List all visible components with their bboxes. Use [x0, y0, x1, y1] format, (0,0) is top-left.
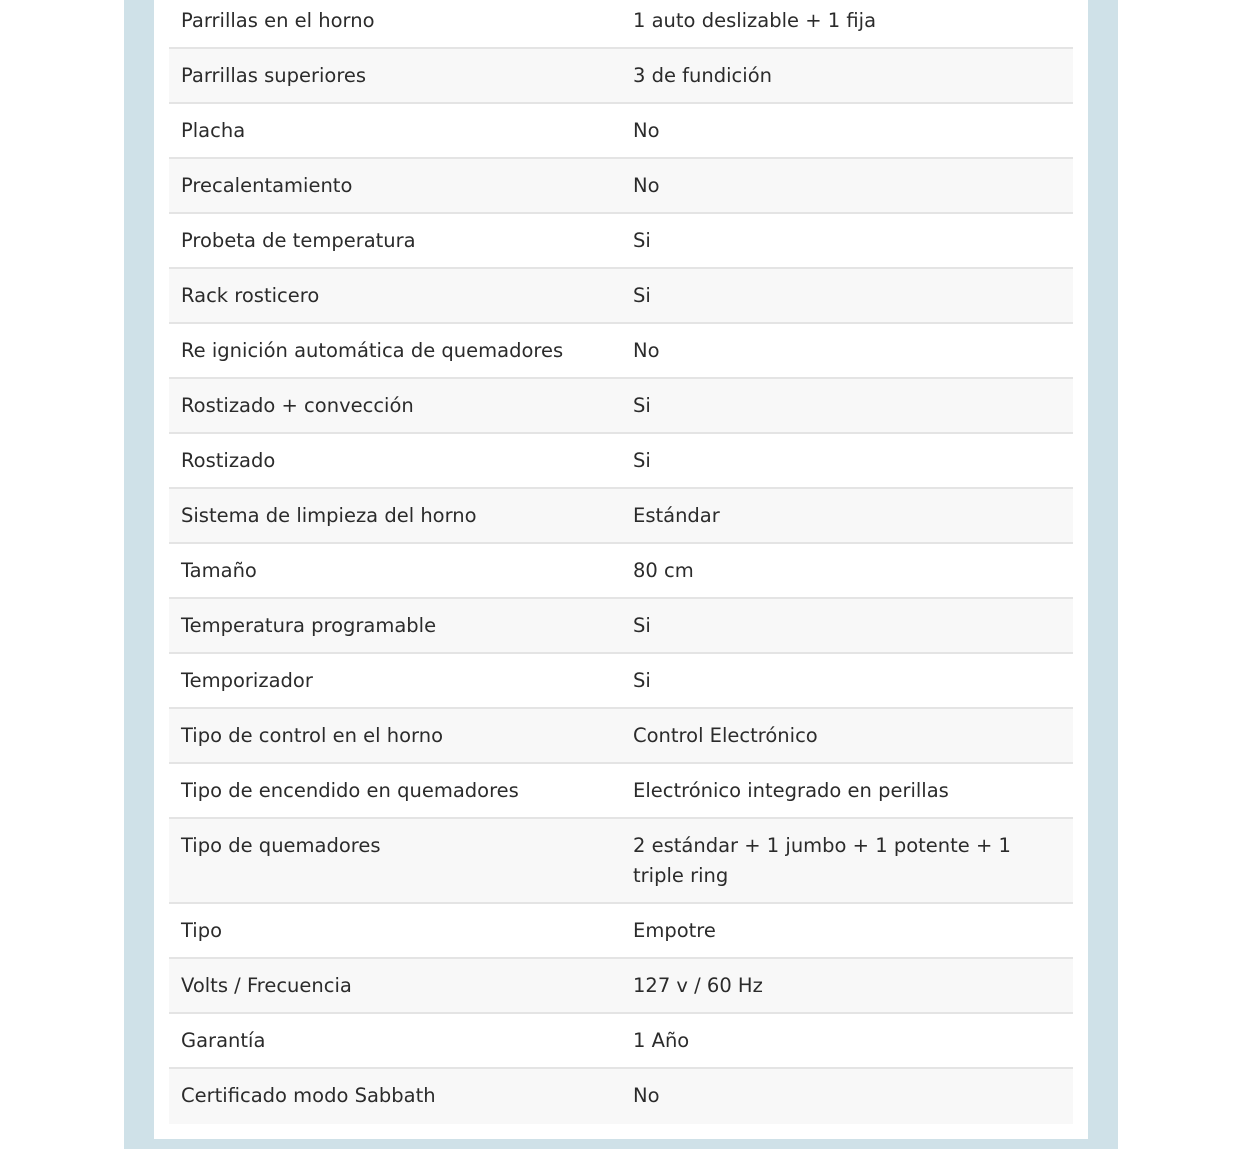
spec-value: Control Electrónico — [633, 724, 818, 747]
spec-value: Si — [633, 284, 651, 307]
specs-table — [169, 0, 1073, 1124]
spec-row — [169, 1069, 1073, 1124]
spec-row — [169, 434, 1073, 489]
spec-row — [169, 214, 1073, 269]
spec-value: 127 v / 60 Hz — [633, 974, 763, 997]
spec-label: Rack rosticero — [181, 284, 320, 307]
spec-label: Temporizador — [181, 669, 313, 692]
spec-label: Sistema de limpieza del horno — [181, 504, 477, 527]
spec-value: 1 auto deslizable + 1 fija — [633, 9, 877, 32]
spec-value: No — [633, 339, 660, 362]
spec-value: No — [633, 174, 660, 197]
spec-value: Si — [633, 229, 651, 252]
spec-label: Rostizado — [181, 449, 276, 472]
spec-row — [169, 1014, 1073, 1069]
spec-value: No — [633, 119, 660, 142]
spec-row — [169, 654, 1073, 709]
spec-label: Certificado modo Sabbath — [181, 1084, 436, 1107]
spec-label: Precalentamiento — [181, 174, 353, 197]
spec-value: Electrónico integrado en perillas — [633, 779, 949, 802]
spec-value: 1 Año — [633, 1029, 690, 1052]
spec-label: Tipo de quemadores — [181, 834, 381, 857]
spec-row — [169, 959, 1073, 1014]
spec-row — [169, 269, 1073, 324]
spec-row — [169, 489, 1073, 544]
spec-label: Re ignición automática de quemadores — [181, 339, 564, 362]
spec-value: 80 cm — [633, 559, 694, 582]
spec-label: Tipo de encendido en quemadores — [181, 779, 519, 802]
spec-value: Si — [633, 669, 651, 692]
spec-label: Placha — [181, 119, 246, 142]
spec-value: Estándar — [633, 504, 720, 527]
spec-label: Parrillas superiores — [181, 64, 367, 87]
spec-value: Empotre — [633, 919, 716, 942]
spec-label: Garantía — [181, 1029, 266, 1052]
page-frame — [124, 0, 1118, 1149]
spec-label: Volts / Frecuencia — [181, 974, 352, 997]
spec-value: Si — [633, 394, 651, 417]
spec-row — [169, 709, 1073, 764]
spec-label: Probeta de temperatura — [181, 229, 416, 252]
spec-row — [169, 104, 1073, 159]
spec-value: No — [633, 1084, 660, 1107]
specs-card — [154, 0, 1088, 1139]
spec-label: Temperatura programable — [181, 614, 437, 637]
spec-label: Tamaño — [181, 559, 257, 582]
spec-label: Tipo de control en el horno — [181, 724, 444, 747]
spec-row — [169, 159, 1073, 214]
spec-row — [169, 599, 1073, 654]
spec-row — [169, 764, 1073, 819]
spec-value: 3 de fundición — [633, 64, 772, 87]
spec-row — [169, 544, 1073, 599]
spec-row — [169, 49, 1073, 104]
spec-value: Si — [633, 614, 651, 637]
spec-value: Si — [633, 449, 651, 472]
spec-label: Parrillas en el horno — [181, 9, 375, 32]
spec-label: Rostizado + convección — [181, 394, 414, 417]
spec-value: 2 estándar + 1 jumbo + 1 potente + 1 triple ring — [633, 834, 1011, 887]
spec-row — [169, 0, 1073, 49]
spec-row — [169, 324, 1073, 379]
spec-label: Tipo — [181, 919, 223, 942]
spec-row — [169, 904, 1073, 959]
spec-row — [169, 379, 1073, 434]
spec-row — [169, 819, 1073, 904]
